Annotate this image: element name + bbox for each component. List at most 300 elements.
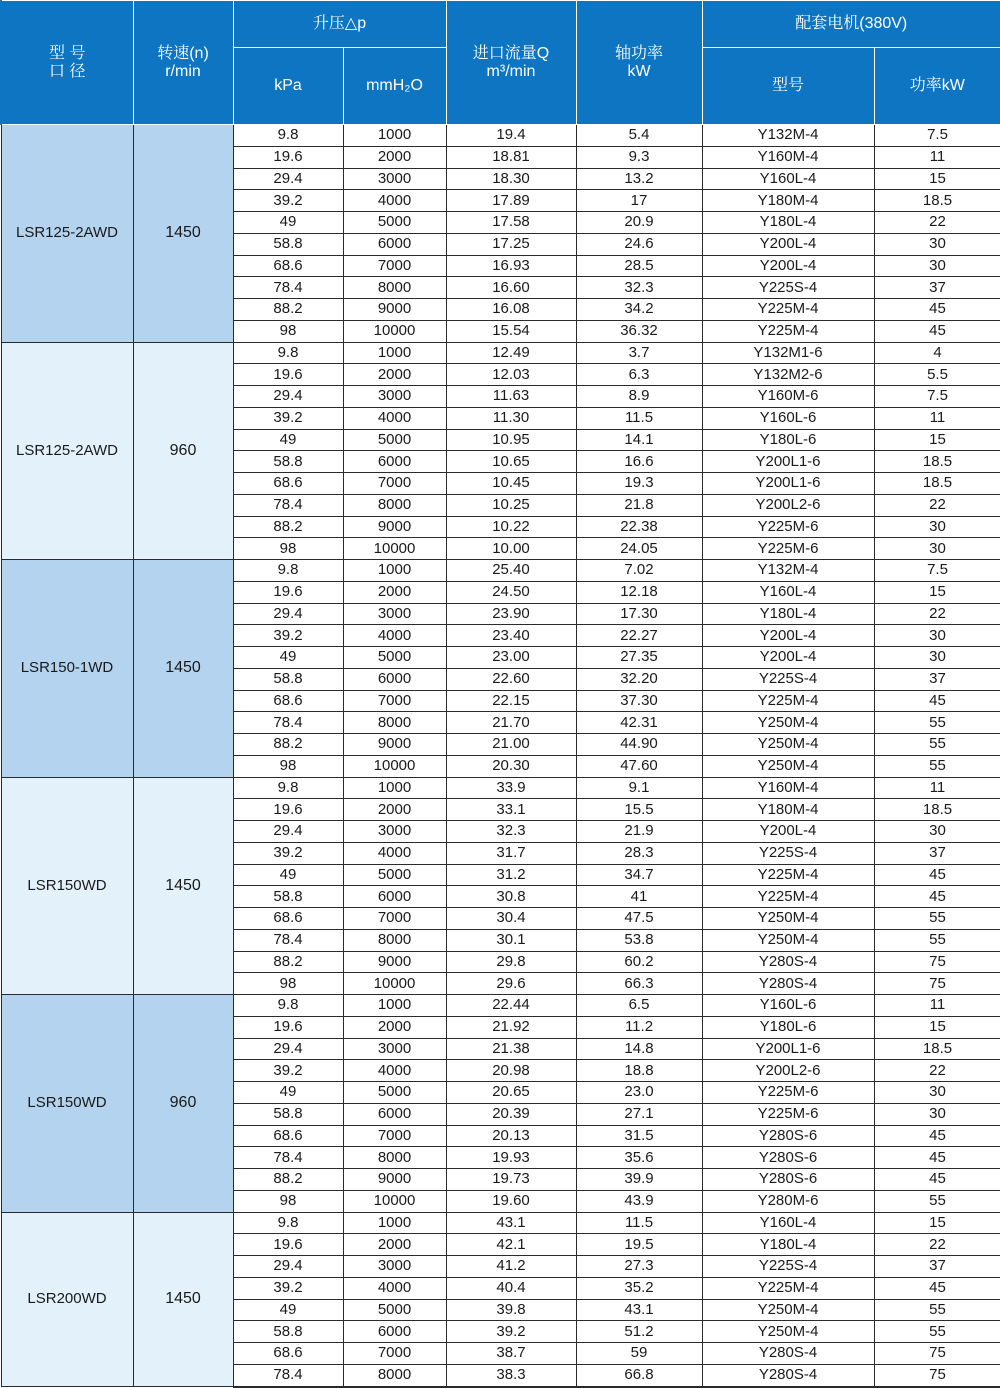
motor-power-cell: 55 [874,929,1000,951]
table-body [1,125,1000,1387]
motor-power-cell: 45 [874,690,1000,712]
shaft-power-cell: 21.8 [576,494,702,516]
motor-model-cell: Y225M-6 [702,538,874,560]
kpa-cell: 19.6 [233,146,343,168]
flow-cell: 21.00 [446,734,576,756]
motor-model-cell: Y250M-4 [702,712,874,734]
shaft-power-cell: 13.2 [576,168,702,190]
motor-power-cell: 11 [874,407,1000,429]
kpa-cell: 78.4 [233,929,343,951]
flow-cell: 25.40 [446,560,576,582]
flow-cell: 18.30 [446,168,576,190]
mmh2o-cell: 5000 [343,864,446,886]
kpa-cell: 29.4 [233,821,343,843]
mmh2o-cell: 6000 [343,233,446,255]
flow-cell: 10.22 [446,516,576,538]
flow-cell: 19.73 [446,1169,576,1191]
mmh2o-cell: 3000 [343,1038,446,1060]
shaft-power-cell: 66.8 [576,1364,702,1386]
flow-cell: 43.1 [446,1212,576,1234]
flow-cell: 22.44 [446,995,576,1017]
motor-power-cell: 11 [874,777,1000,799]
shaft-power-cell: 27.3 [576,1256,702,1278]
motor-model-cell: Y200L-4 [702,255,874,277]
kpa-cell: 68.6 [233,1343,343,1365]
motor-model-cell: Y250M-4 [702,1299,874,1321]
flow-cell: 24.50 [446,581,576,603]
flow-cell: 21.70 [446,712,576,734]
mmh2o-cell: 6000 [343,1103,446,1125]
flow-cell: 20.30 [446,755,576,777]
kpa-cell: 98 [233,755,343,777]
kpa-cell: 78.4 [233,277,343,299]
kpa-cell: 49 [233,864,343,886]
flow-cell: 23.90 [446,603,576,625]
motor-model-cell: Y250M-4 [702,929,874,951]
motor-model-cell: Y180L-4 [702,212,874,234]
flow-cell: 31.7 [446,842,576,864]
mmh2o-cell: 9000 [343,516,446,538]
motor-power-cell: 30 [874,625,1000,647]
shaft-power-cell: 27.1 [576,1103,702,1125]
motor-model-cell: Y280S-6 [702,1169,874,1191]
shaft-power-cell: 15.5 [576,799,702,821]
kpa-cell: 39.2 [233,1277,343,1299]
flow-cell: 39.8 [446,1299,576,1321]
flow-cell: 15.54 [446,320,576,342]
motor-power-cell: 45 [874,320,1000,342]
kpa-cell: 19.6 [233,364,343,386]
motor-power-cell: 45 [874,886,1000,908]
motor-model-cell: Y225S-4 [702,668,874,690]
mmh2o-cell: 1000 [343,125,446,147]
mmh2o-cell: 2000 [343,146,446,168]
kpa-cell: 88.2 [233,951,343,973]
kpa-cell: 49 [233,212,343,234]
flow-header-line1: 进口流量Q [472,44,550,62]
kpa-cell: 29.4 [233,1256,343,1278]
motor-power-cell: 55 [874,1299,1000,1321]
motor-power-cell: 30 [874,516,1000,538]
motor-model-cell: Y200L-4 [702,625,874,647]
speed-cell: 1450 [133,777,233,995]
mmh2o-cell: 5000 [343,1082,446,1104]
flow-cell: 19.93 [446,1147,576,1169]
motor-model-cell: Y225M-6 [702,1082,874,1104]
mmh2o-cell: 3000 [343,386,446,408]
motor-power-cell: 75 [874,1343,1000,1365]
motor-model-cell: Y280S-4 [702,1343,874,1365]
motor-model-cell: Y180L-4 [702,1234,874,1256]
motor-model-cell: Y225M-4 [702,886,874,908]
flow-cell: 30.4 [446,908,576,930]
flow-cell: 22.15 [446,690,576,712]
shaft-power-cell: 24.6 [576,233,702,255]
speed-cell: 960 [133,995,233,1213]
motor-model-cell: Y180M-4 [702,190,874,212]
model-header-line2: 口 径 [49,62,86,80]
motor-power-cell: 22 [874,494,1000,516]
flow-cell: 20.39 [446,1103,576,1125]
motor-power-cell: 75 [874,951,1000,973]
mmh2o-cell: 4000 [343,407,446,429]
motor-power-cell: 55 [874,1321,1000,1343]
motor-model-cell: Y200L2-6 [702,494,874,516]
motor-power-cell: 18.5 [874,1038,1000,1060]
shaft-power-cell: 11.2 [576,1016,702,1038]
table-row [1,560,1000,582]
mmh2o-cell: 4000 [343,625,446,647]
mmh2o-cell: 10000 [343,973,446,995]
flow-cell: 17.25 [446,233,576,255]
flow-cell: 32.3 [446,821,576,843]
motor-power-cell: 7.5 [874,386,1000,408]
kpa-cell: 88.2 [233,1169,343,1191]
kpa-cell: 68.6 [233,908,343,930]
flow-cell: 39.2 [446,1321,576,1343]
flow-cell: 12.49 [446,342,576,364]
motor-model-cell: Y160M-4 [702,777,874,799]
flow-cell: 41.2 [446,1256,576,1278]
motor-model-cell: Y200L2-6 [702,1060,874,1082]
mmh2o-cell: 1000 [343,995,446,1017]
motor-model-cell: Y132M2-6 [702,364,874,386]
motor-power-cell: 15 [874,1016,1000,1038]
motor-power-cell: 7.5 [874,125,1000,147]
shaft-power-cell: 36.32 [576,320,702,342]
motor-model-cell: Y160L-6 [702,995,874,1017]
flow-cell: 10.25 [446,494,576,516]
shaft-power-cell: 39.9 [576,1169,702,1191]
mmh2o-cell: 5000 [343,429,446,451]
kpa-header: kPa [233,48,343,125]
kpa-cell: 19.6 [233,1016,343,1038]
kpa-cell: 58.8 [233,1103,343,1125]
mmh2o-cell: 7000 [343,690,446,712]
mmh2o-cell: 6000 [343,1321,446,1343]
kpa-cell: 39.2 [233,625,343,647]
flow-cell: 18.81 [446,146,576,168]
mmh2o-cell: 3000 [343,168,446,190]
shaft-power-cell: 23.0 [576,1082,702,1104]
motor-model-cell: Y160L-6 [702,407,874,429]
motor-power-cell: 75 [874,1364,1000,1386]
mmh2o-cell: 8000 [343,494,446,516]
model-header [1,1,133,125]
shaft-power-cell: 11.5 [576,1212,702,1234]
kpa-cell: 19.6 [233,1234,343,1256]
shaft-power-cell: 20.9 [576,212,702,234]
motor-model-cell: Y225M-6 [702,1103,874,1125]
flow-cell: 40.4 [446,1277,576,1299]
mmh2o-cell: 1000 [343,777,446,799]
table-row [1,125,1000,147]
flow-cell: 33.1 [446,799,576,821]
shaft-power-cell: 18.8 [576,1060,702,1082]
motor-power-cell: 30 [874,1082,1000,1104]
table-row [1,1212,1000,1234]
model-cell: LSR150WD [1,777,133,995]
kpa-cell: 88.2 [233,734,343,756]
motor-power-cell: 30 [874,821,1000,843]
shaft-power-cell: 9.1 [576,777,702,799]
mmh2o-cell: 1000 [343,1212,446,1234]
flow-cell: 20.13 [446,1125,576,1147]
flow-cell: 38.7 [446,1343,576,1365]
kpa-cell: 58.8 [233,886,343,908]
motor-power-cell: 22 [874,212,1000,234]
shaft-power-cell: 21.9 [576,821,702,843]
shaft-power-cell: 35.6 [576,1147,702,1169]
flow-cell: 21.92 [446,1016,576,1038]
motor-power-cell: 37 [874,1256,1000,1278]
flow-cell: 16.60 [446,277,576,299]
mmh2o-cell: 8000 [343,1147,446,1169]
table-row [1,995,1000,1017]
motor-power-header: 功率kW [874,48,1000,125]
shaft-power-cell: 43.1 [576,1299,702,1321]
mmh2o-cell: 2000 [343,364,446,386]
flow-cell: 33.9 [446,777,576,799]
shaft-power-cell: 3.7 [576,342,702,364]
mmh2o-cell: 6000 [343,668,446,690]
flow-cell: 22.60 [446,668,576,690]
mmh2o-cell: 9000 [343,1169,446,1191]
shaft-power-cell: 41 [576,886,702,908]
motor-power-cell: 55 [874,908,1000,930]
mmh2o-cell: 9000 [343,734,446,756]
motor-power-cell: 11 [874,995,1000,1017]
flow-cell: 11.63 [446,386,576,408]
motor-power-cell: 30 [874,1103,1000,1125]
flow-cell: 20.65 [446,1082,576,1104]
motor-power-cell: 45 [874,299,1000,321]
motor-power-cell: 55 [874,755,1000,777]
motor-power-cell: 18.5 [874,190,1000,212]
shaft-power-cell: 53.8 [576,929,702,951]
motor-power-cell: 15 [874,581,1000,603]
motor-model-cell: Y200L-4 [702,233,874,255]
shaft-power-cell: 19.5 [576,1234,702,1256]
mmh2o-cell: 3000 [343,603,446,625]
kpa-cell: 78.4 [233,712,343,734]
motor-model-cell: Y280S-4 [702,973,874,995]
kpa-cell: 98 [233,320,343,342]
flow-cell: 30.1 [446,929,576,951]
shaft-power-cell: 51.2 [576,1321,702,1343]
shaft-power-cell: 34.7 [576,864,702,886]
motor-model-cell: Y225S-4 [702,842,874,864]
mmh2o-cell: 5000 [343,1299,446,1321]
motor-model-cell: Y225M-4 [702,690,874,712]
motor-model-cell: Y225M-4 [702,299,874,321]
motor-model-cell: Y225M-4 [702,320,874,342]
model-header-line1: 型 号 [49,44,86,62]
shaft-power-cell: 31.5 [576,1125,702,1147]
mmh2o-cell: 8000 [343,929,446,951]
motor-model-cell: Y250M-4 [702,1321,874,1343]
table-row [1,777,1000,799]
mmh2o-cell: 4000 [343,842,446,864]
shaft-power-cell: 47.60 [576,755,702,777]
motor-power-cell: 37 [874,842,1000,864]
flow-header-line2: m³/min [486,62,536,80]
motor-model-cell: Y200L1-6 [702,473,874,495]
kpa-cell: 29.4 [233,386,343,408]
motor-power-cell: 55 [874,712,1000,734]
table-header [1,1,1000,125]
shaft-power-cell: 42.31 [576,712,702,734]
shaft-power-cell: 22.27 [576,625,702,647]
mmh2o-cell: 7000 [343,908,446,930]
shaft-power-cell: 60.2 [576,951,702,973]
mmh2o-cell: 8000 [343,1364,446,1386]
kpa-cell: 88.2 [233,516,343,538]
mmh2o-cell: 5000 [343,212,446,234]
shaft-power-cell: 6.3 [576,364,702,386]
motor-model-cell: Y280S-6 [702,1125,874,1147]
mmh2o-cell: 7000 [343,473,446,495]
kpa-cell: 39.2 [233,407,343,429]
mmh2o-cell: 7000 [343,1125,446,1147]
kpa-cell: 49 [233,1299,343,1321]
motor-power-cell: 15 [874,1212,1000,1234]
mmh2o-header: mmH₂O [343,48,446,125]
motor-power-cell: 30 [874,647,1000,669]
shaft-power-cell: 47.5 [576,908,702,930]
shaft-power-cell: 32.20 [576,668,702,690]
kpa-cell: 49 [233,1082,343,1104]
pressure-rise-header: 升压△p [233,1,446,48]
kpa-cell: 78.4 [233,1147,343,1169]
motor-power-cell: 5.5 [874,364,1000,386]
motor-model-cell: Y280S-6 [702,1147,874,1169]
mmh2o-cell: 10000 [343,538,446,560]
flow-cell: 19.60 [446,1190,576,1212]
kpa-cell: 98 [233,973,343,995]
shaft-power-header-line1: 轴功率 [614,44,663,62]
mmh2o-cell: 3000 [343,1256,446,1278]
motor-power-cell: 18.5 [874,451,1000,473]
shaft-power-cell: 34.2 [576,299,702,321]
shaft-power-cell: 8.9 [576,386,702,408]
motor-power-cell: 55 [874,734,1000,756]
mmh2o-cell: 5000 [343,647,446,669]
shaft-power-cell: 7.02 [576,560,702,582]
kpa-cell: 68.6 [233,255,343,277]
shaft-power-cell: 28.3 [576,842,702,864]
shaft-power-cell: 35.2 [576,1277,702,1299]
speed-cell: 1450 [133,560,233,778]
speed-cell: 1450 [133,1212,233,1387]
motor-model-cell: Y160M-6 [702,386,874,408]
shaft-power-cell: 6.5 [576,995,702,1017]
kpa-cell: 29.4 [233,603,343,625]
shaft-power-cell: 32.3 [576,277,702,299]
motor-power-cell: 30 [874,255,1000,277]
mmh2o-cell: 2000 [343,1016,446,1038]
kpa-cell: 58.8 [233,233,343,255]
flow-cell: 10.65 [446,451,576,473]
motor-model-cell: Y160L-4 [702,1212,874,1234]
kpa-cell: 39.2 [233,842,343,864]
shaft-power-cell: 43.9 [576,1190,702,1212]
flow-cell: 42.1 [446,1234,576,1256]
motor-model-cell: Y132M-4 [702,560,874,582]
motor-power-cell: 18.5 [874,473,1000,495]
model-cell: LSR150WD [1,995,133,1213]
motor-model-cell: Y250M-4 [702,908,874,930]
motor-power-cell: 45 [874,1147,1000,1169]
speed-cell: 1450 [133,125,233,343]
mmh2o-cell: 1000 [343,560,446,582]
motor-model-cell: Y250M-4 [702,755,874,777]
mmh2o-cell: 4000 [343,1060,446,1082]
motor-power-cell: 15 [874,429,1000,451]
flow-header [446,1,576,125]
kpa-cell: 98 [233,1190,343,1212]
flow-cell: 21.38 [446,1038,576,1060]
motor-power-cell: 22 [874,603,1000,625]
motor-model-cell: Y180L-6 [702,429,874,451]
motor-model-cell: Y280S-4 [702,951,874,973]
speed-cell: 960 [133,342,233,560]
flow-cell: 10.45 [446,473,576,495]
shaft-power-cell: 27.35 [576,647,702,669]
model-cell: LSR125-2AWD [1,342,133,560]
motor-power-cell: 11 [874,146,1000,168]
mmh2o-cell: 1000 [343,342,446,364]
motor-model-cell: Y200L1-6 [702,451,874,473]
speed-header-line2: r/min [165,62,201,80]
motor-group-header: 配套电机(380V) [702,1,1000,48]
shaft-power-cell: 12.18 [576,581,702,603]
mmh2o-cell: 10000 [343,1190,446,1212]
flow-cell: 17.58 [446,212,576,234]
motor-model-cell: Y180L-6 [702,1016,874,1038]
kpa-cell: 88.2 [233,299,343,321]
motor-power-cell: 55 [874,1190,1000,1212]
shaft-power-cell: 44.90 [576,734,702,756]
motor-model-cell: Y132M-4 [702,125,874,147]
kpa-cell: 49 [233,647,343,669]
motor-power-cell: 45 [874,1169,1000,1191]
motor-model-cell: Y225M-4 [702,864,874,886]
motor-power-cell: 75 [874,973,1000,995]
shaft-power-cell: 14.1 [576,429,702,451]
kpa-cell: 68.6 [233,473,343,495]
motor-model-cell: Y280S-4 [702,1364,874,1386]
shaft-power-cell: 24.05 [576,538,702,560]
motor-power-cell: 45 [874,1125,1000,1147]
mmh2o-cell: 6000 [343,886,446,908]
motor-model-cell: Y160M-4 [702,146,874,168]
flow-cell: 20.98 [446,1060,576,1082]
mmh2o-cell: 2000 [343,1234,446,1256]
flow-cell: 12.03 [446,364,576,386]
kpa-cell: 29.4 [233,1038,343,1060]
flow-cell: 10.00 [446,538,576,560]
mmh2o-cell: 7000 [343,1343,446,1365]
shaft-power-cell: 66.3 [576,973,702,995]
motor-power-cell: 37 [874,668,1000,690]
kpa-cell: 9.8 [233,1212,343,1234]
shaft-power-cell: 59 [576,1343,702,1365]
kpa-cell: 68.6 [233,1125,343,1147]
mmh2o-cell: 8000 [343,712,446,734]
motor-power-cell: 22 [874,1060,1000,1082]
motor-model-cell: Y250M-4 [702,734,874,756]
